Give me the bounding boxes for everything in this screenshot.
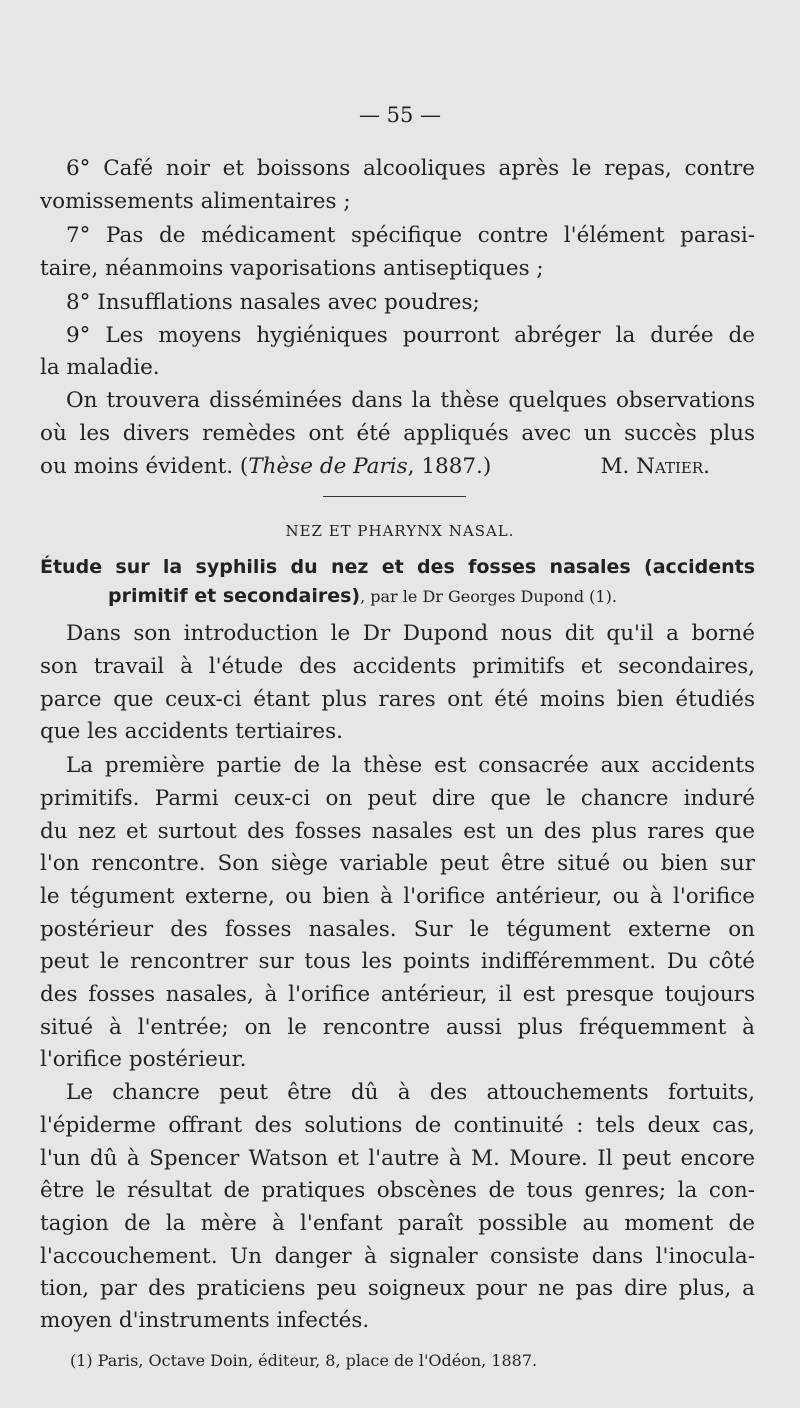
p2-line7: peut le rencontrer sur tous les points indifféremment. Du côté (40, 949, 755, 974)
p1-line3: parce que ceux-ci étant plus rares ont été moins bien étudiés (40, 687, 755, 712)
list-item-9-line2: la maladie. (40, 355, 160, 380)
obs-line3-year: , 1887.) (407, 454, 492, 479)
list-item-6-line2: vomissements alimentaires ; (40, 189, 351, 214)
separator-rule (323, 496, 466, 497)
p2-line10: l'orifice postérieur. (40, 1047, 247, 1072)
p3-line2: l'épiderme offrant des solutions de continuité : tels deux cas, (40, 1113, 755, 1138)
p3-line7: tion, par des praticiens peu soigneux pour ne pas dire plus, a (40, 1276, 755, 1301)
p3-line1: Le chancre peut être dû à des attouchements fortuits, (66, 1080, 755, 1105)
list-item-6-line1: 6° Café noir et boissons alcooliques après le repas, contre (66, 156, 755, 181)
obs-line3-text: ou moins évident. ( (40, 454, 249, 479)
list-item-9-line1: 9° Les moyens hygiéniques pourront abréger la durée de (66, 323, 755, 348)
article-title-line1: Étude sur la syphilis du nez et des fosses nasales (accidents (40, 556, 755, 578)
p3-line3: l'un dû à Spencer Watson et l'autre à M. Moure. Il peut encore (40, 1146, 755, 1171)
p2-line4: l'on rencontre. Son siège variable peut être situé ou bien sur (40, 851, 755, 876)
p3-line4: être le résultat de pratiques obscènes de tous genres; la con- (40, 1178, 755, 1203)
p2-line1: La première partie de la thèse est consacrée aux accidents (66, 753, 755, 778)
p3-line5: tagion de la mère à l'enfant paraît possible au moment de (40, 1211, 755, 1236)
page-number: — 55 — (358, 103, 442, 127)
p3-line6: l'accouchement. Un danger à signaler consiste dans l'inocula- (40, 1244, 755, 1269)
author-signature: M. Natier. (600, 454, 710, 479)
p2-line6: postérieur des fosses nasales. Sur le tégument externe on (40, 917, 755, 942)
list-item-7-line1: 7° Pas de médicament spécifique contre l'élément parasi- (66, 223, 755, 248)
p2-line9: situé à l'entrée; on le rencontre aussi plus fréquemment à (40, 1015, 755, 1040)
p2-line2: primitifs. Parmi ceux-ci on peut dire que le chancre induré (40, 786, 755, 811)
article-title-bold: primitif et secondaires) (108, 585, 361, 607)
footnote: (1) Paris, Octave Doin, éditeur, 8, place de l'Odéon, 1887. (70, 1351, 538, 1370)
p2-line3: du nez et surtout des fosses nasales est un des plus rares que (40, 819, 755, 844)
section-heading: NEZ ET PHARYNX NASAL. (285, 522, 515, 540)
article-title-line2 (108, 581, 708, 612)
obs-line2: où les divers remèdes ont été appliqués avec un succès plus (40, 421, 755, 446)
list-item-8: 8° Insufflations nasales avec poudres; (66, 290, 480, 315)
p1-line1: Dans son introduction le Dr Dupond nous dit qu'il a borné (66, 621, 755, 646)
p3-line8: moyen d'instruments infectés. (40, 1308, 370, 1333)
p2-line8: des fosses nasales, à l'orifice antérieur, il est presque toujours (40, 982, 755, 1007)
p2-line5: le tégument externe, ou bien à l'orifice antérieur, ou à l'orifice (40, 884, 755, 909)
list-item-7-line2: taire, néanmoins vaporisations antiseptiques ; (40, 256, 544, 281)
p1-line4: que les accidents tertiaires. (40, 719, 343, 744)
thesis-reference: Thèse de Paris (248, 454, 408, 479)
article-byline: , par le Dr Georges Dupond (1). (360, 587, 617, 606)
p1-line2: son travail à l'étude des accidents primitifs et secondaires, (40, 654, 755, 679)
obs-line1: On trouvera disséminées dans la thèse quelques observations (66, 388, 755, 413)
obs-line3 (40, 451, 755, 483)
